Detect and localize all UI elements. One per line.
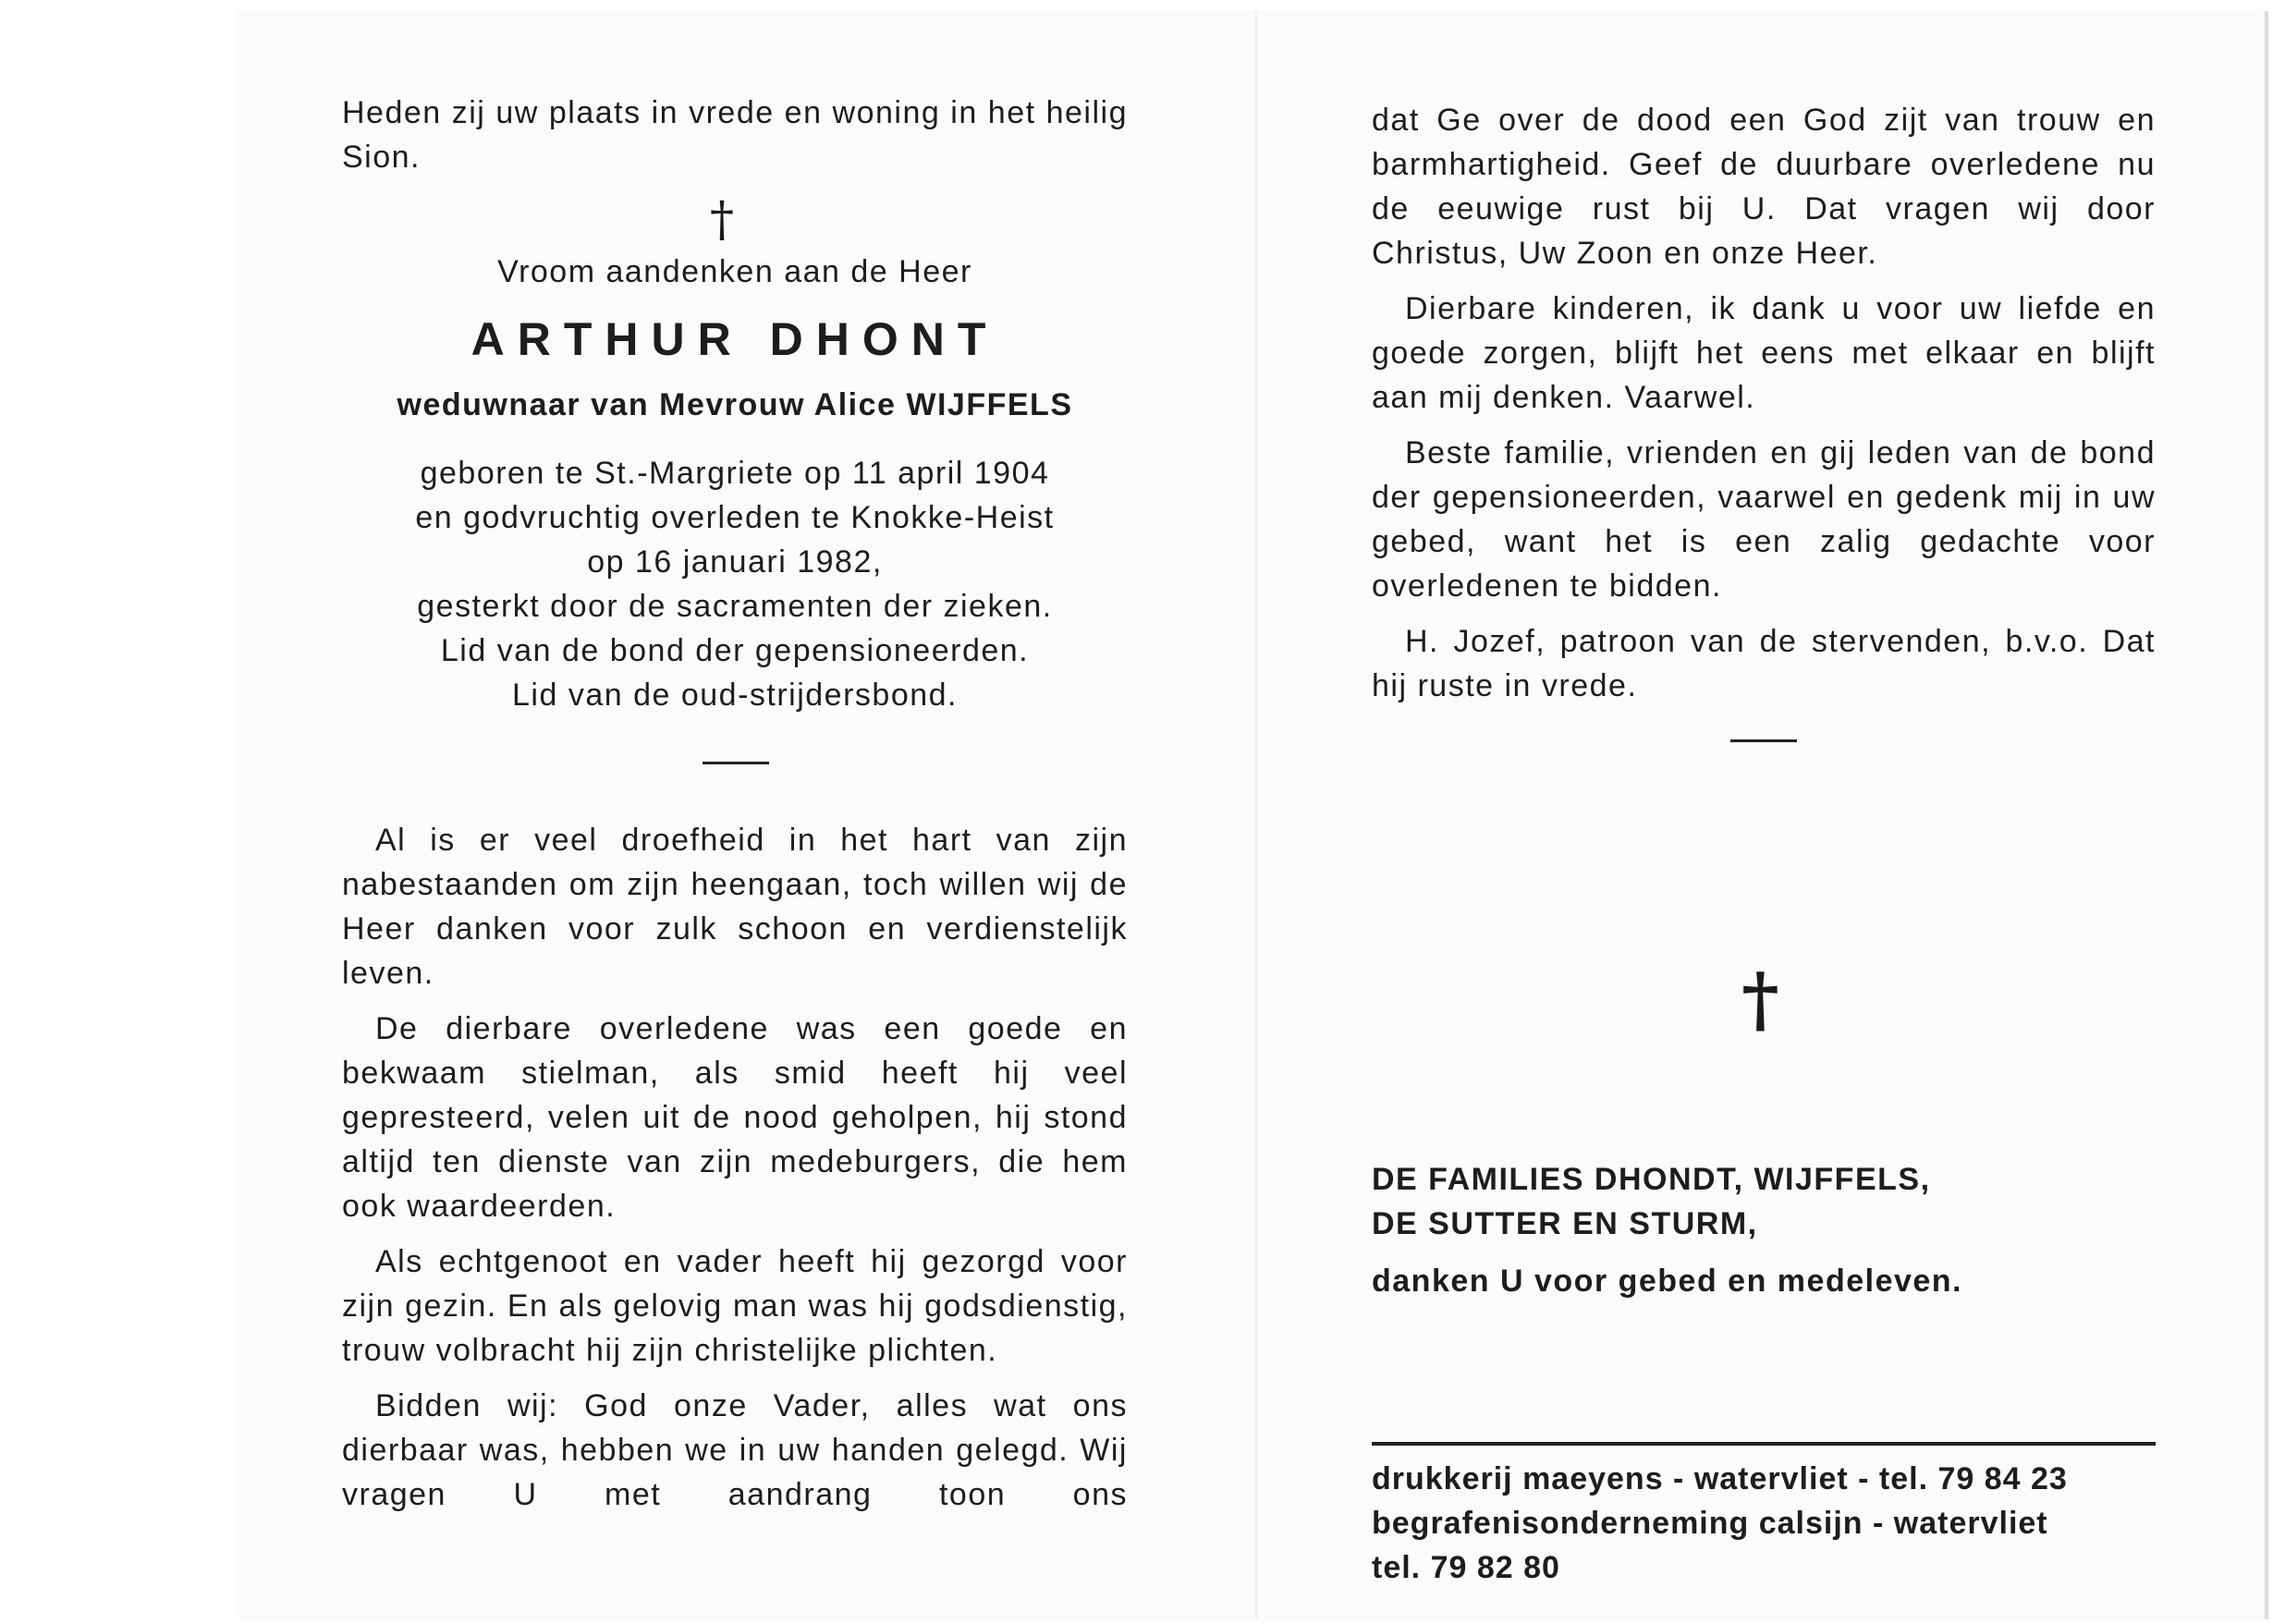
spouse-line: weduwnaar van Mevrouw Alice WIJFFELS bbox=[397, 387, 1073, 422]
remembrance-heading: Vroom aandenken aan de Heer bbox=[497, 254, 972, 289]
cross-icon: † bbox=[1741, 958, 1779, 1042]
body-paragraph: Dierbare kinderen, ik dank u voor uw liefde en goede zorgen, blijft het eens met elkaar en blijft aan mij denken. Vaarwel. bbox=[1372, 291, 2156, 415]
detail-line: en godvruchtig overleden te Knokke-Heist bbox=[415, 500, 1055, 535]
printer-line: tel. 79 82 80 bbox=[1372, 1550, 1560, 1585]
printer-line: drukkerij maeyens - watervliet - tel. 79 84 23 bbox=[1372, 1461, 2068, 1496]
printer-block bbox=[1372, 1457, 2156, 1590]
right-body bbox=[1372, 98, 2156, 719]
footer-rule bbox=[1372, 1442, 2156, 1446]
detail-line: op 16 januari 1982, bbox=[587, 544, 883, 580]
body-paragraph: Beste familie, vrienden en gij leden van de bond der gepensioneerden, vaarwel en gedenk mij in uw gebed, want het is een zalig gedachte voor overledenen te bidden. bbox=[1372, 435, 2156, 604]
body-paragraph: H. Jozef, patroon van de stervenden, b.v.o. Dat hij ruste in vrede. bbox=[1372, 624, 2156, 703]
card-fold bbox=[1255, 11, 1257, 1619]
body-paragraph: dat Ge over de dood een God zijt van trouw en barmhartigheid. Geef de duurbare overledene nu de eeuwige rust bij U. Dat vragen wij door Christus, Uw Zoon en onze Heer. bbox=[1372, 103, 2156, 271]
card-edge bbox=[2265, 11, 2268, 1619]
deceased-name: ARTHUR DHONT bbox=[470, 313, 999, 365]
body-paragraph: Als echtgenoot en vader heeft hij gezorgd voor zijn gezin. En als gelovig man was hij godsdienstig, trouw volbracht hij zijn christelijke plichten. bbox=[342, 1244, 1128, 1368]
printer-line: begrafenisonderneming calsijn - watervliet bbox=[1372, 1506, 2048, 1541]
detail-line: Lid van de bond der gepensioneerden. bbox=[440, 633, 1030, 668]
cross-icon: † bbox=[710, 192, 734, 248]
body-paragraph: Bidden wij: God onze Vader, alles wat ons dierbaar was, hebben we in uw handen gelegd. Wij vragen U met aandrang toon ons bbox=[342, 1388, 1128, 1512]
families-block bbox=[1372, 1157, 2156, 1246]
body-paragraph: Al is er veel droefheid in het hart van zijn nabestaanden om zijn heengaan, toch willen wij de Heer danken voor zulk schoon en verdienstelijk leven. bbox=[342, 823, 1128, 991]
families-line: DE SUTTER EN STURM, bbox=[1372, 1206, 1758, 1241]
thanks-line: danken U voor gebed en medeleven. bbox=[1372, 1264, 1963, 1299]
detail-line: Lid van de oud-strijdersbond. bbox=[512, 678, 958, 713]
families-line: DE FAMILIES DHONDT, WIJFFELS, bbox=[1372, 1162, 1931, 1197]
life-details bbox=[342, 451, 1128, 717]
detail-line: gesterkt door de sacramenten der zieken. bbox=[417, 589, 1053, 624]
left-body bbox=[342, 818, 1128, 1528]
body-paragraph: De dierbare overledene was een goede en bekwaam stielman, als smid heeft hij veel gepresteerd, velen uit de nood geholpen, hij stond altijd ten dienste van zijn medeburgers, die hem ook waardeerden. bbox=[342, 1011, 1128, 1224]
separator-dash bbox=[703, 762, 769, 764]
separator-dash bbox=[1730, 739, 1797, 742]
intro-verse: Heden zij uw plaats in vrede en woning in het heilig Sion. bbox=[342, 95, 1128, 175]
detail-line: geboren te St.-Margriete op 11 april 1904 bbox=[420, 456, 1050, 491]
